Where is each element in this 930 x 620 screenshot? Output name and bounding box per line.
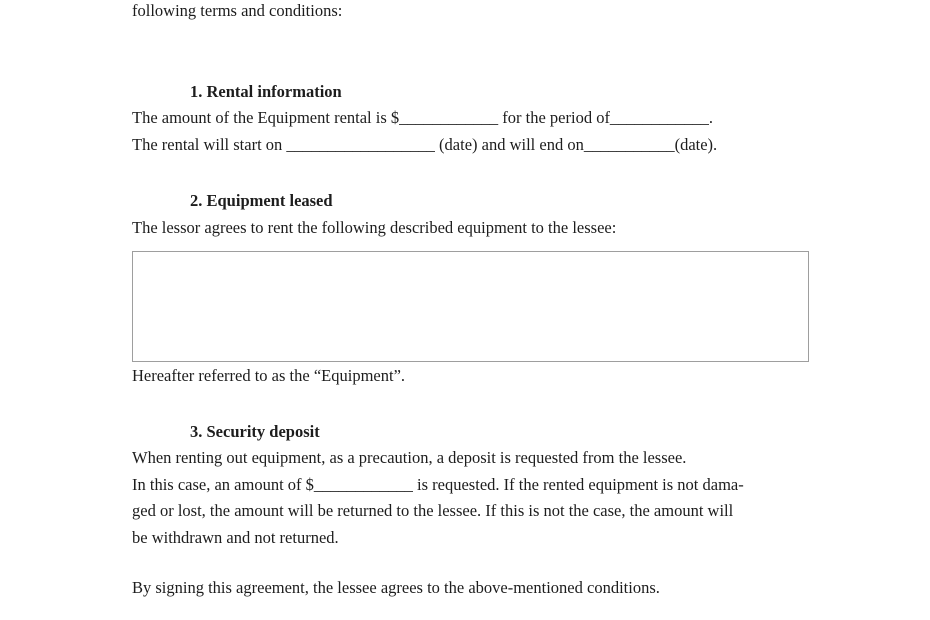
security-deposit-line-2: In this case, an amount of $____________ is requested. If the rented equipment is not dama-: [132, 475, 744, 494]
section-1-heading: 1. Rental information: [190, 82, 342, 101]
intro-line: following terms and conditions:: [132, 1, 343, 20]
equipment-description-box[interactable]: [132, 251, 809, 362]
security-deposit-line-1: When renting out equipment, as a precaution, a deposit is requested from the lessee.: [132, 448, 687, 467]
security-deposit-line-4: be withdrawn and not returned.: [132, 528, 339, 547]
equipment-leased-intro-line: The lessor agrees to rent the following described equipment to the lessee:: [132, 218, 617, 237]
closing-line: By signing this agreement, the lessee agrees to the above-mentioned conditions.: [132, 578, 660, 597]
hereafter-line: Hereafter referred to as the “Equipment”.: [132, 366, 406, 385]
rental-amount-line: The amount of the Equipment rental is $____________ for the period of____________.: [132, 108, 714, 127]
rental-dates-line: The rental will start on __________________ (date) and will end on___________(date).: [132, 135, 718, 154]
section-2-heading: 2. Equipment leased: [190, 191, 333, 210]
section-3-heading: 3. Security deposit: [190, 422, 320, 441]
security-deposit-line-3: ged or lost, the amount will be returned to the lessee. If this is not the case, the amount will: [132, 501, 734, 520]
